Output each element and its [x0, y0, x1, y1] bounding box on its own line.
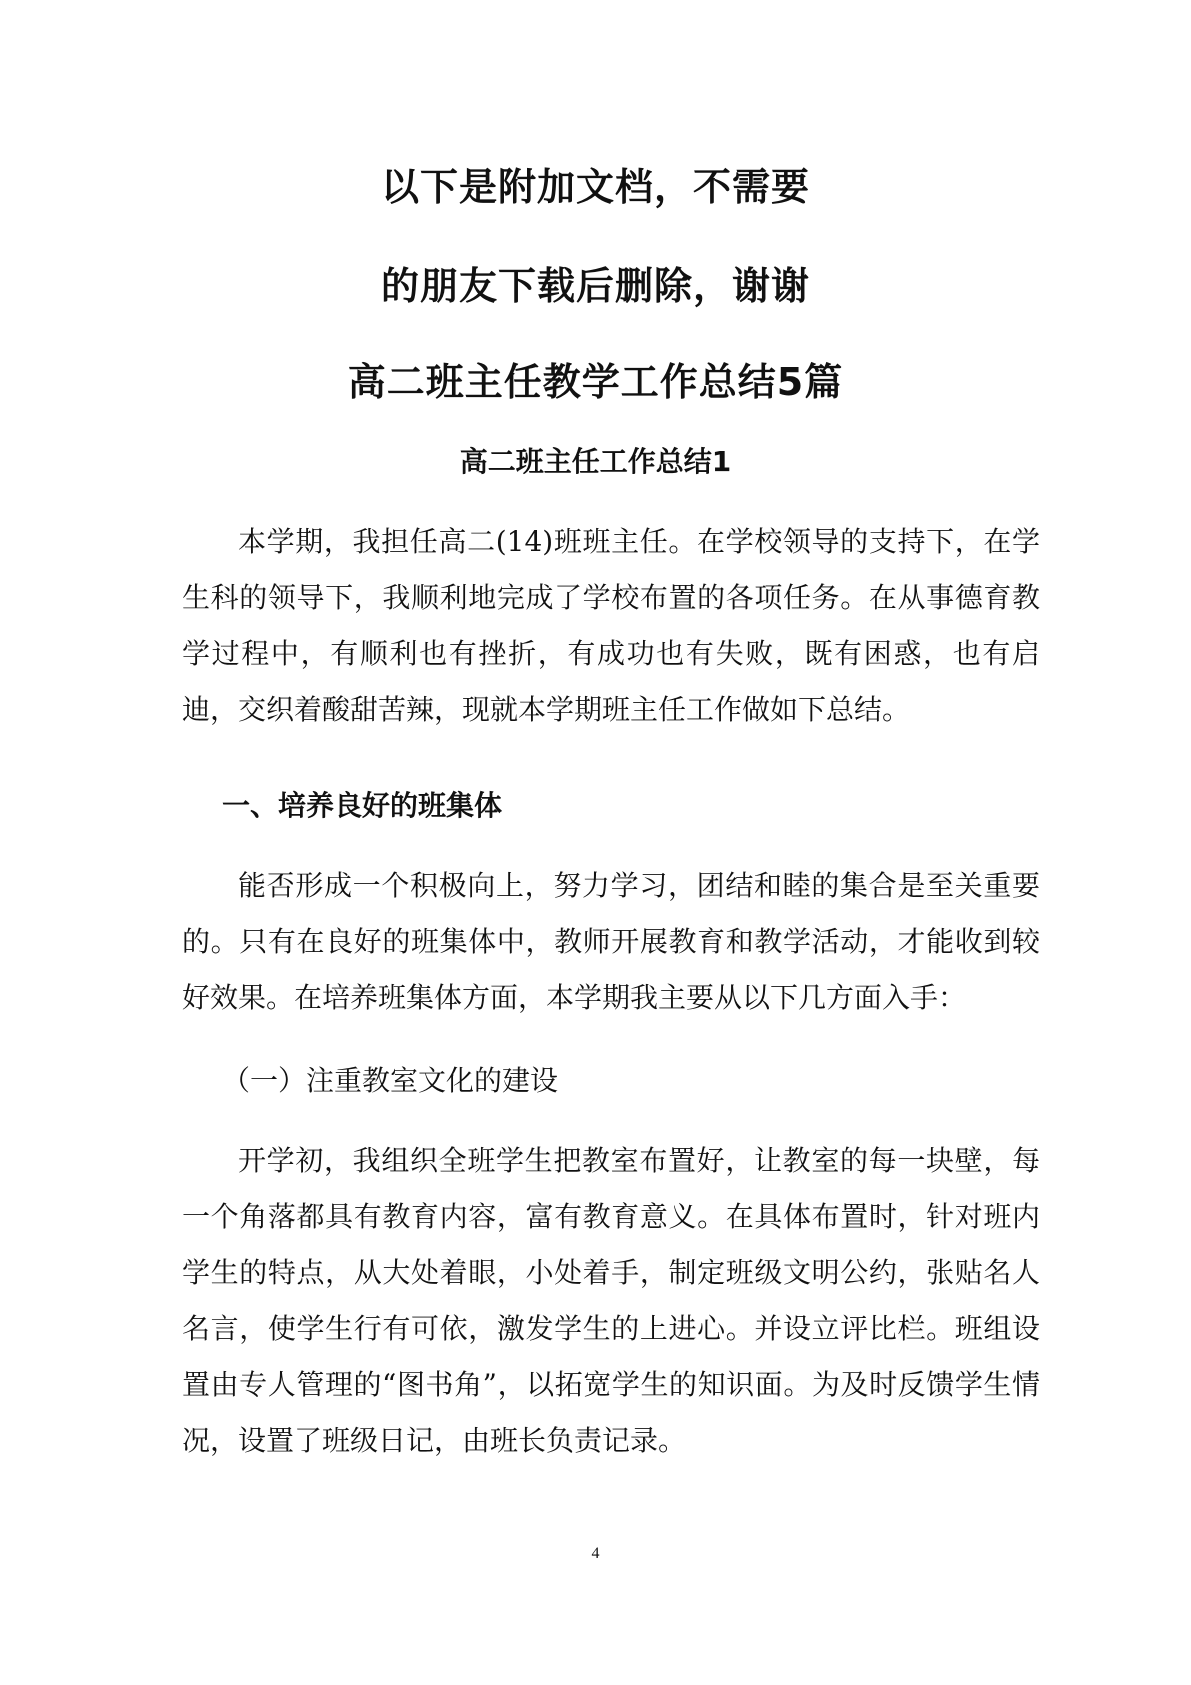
document-subtitle: 高二班主任工作总结1 [459, 445, 732, 478]
section-heading-1: 一、培养良好的班集体 [222, 789, 503, 822]
notice-line-2: 的朋友下载后删除，谢谢 [380, 264, 810, 308]
document-title: 高二班主任教学工作总结5篇 [347, 360, 844, 404]
section-1-paragraph: 能否形成一个积极向上，努力学习，团结和睦的集合是至关重要的。只有在良好的班集体中，教师开展教育和教学活动，才能收到较好效果。在培养班集体方面，本学期我主要从以下几方面入手： [182, 869, 1040, 1014]
intro-paragraph: 本学期，我担任高二(14)班班主任。在学校领导的支持下，在学生科的领导下，我顺利地完成了学校布置的各项任务。在从事德育教学过程中，有顺利也有挫折，有成功也有失败，既有困惑，也有启迪，交织着酸甜苦辣，现就本学期班主任工作做如下总结。 [182, 525, 1040, 726]
subsection-1-paragraph: 开学初，我组织全班学生把教室布置好，让教室的每一块壁，每一个角落都具有教育内容，富有教育意义。在具体布置时，针对班内学生的特点，从大处着眼，小处着手，制定班级文明公约，张贴名人名言，使学生行有可依，激发学生的上进心。并设立评比栏。班组设置由专人管理的“图书角”，以拓宽学生的知识面。为及时反馈学生情况，设置了班级日记，由班长负责记录。 [182, 1144, 1040, 1457]
subsection-heading-1: （一）注重教室文化的建设 [222, 1064, 559, 1097]
page-number: 4 [591, 1545, 600, 1562]
notice-line-1: 以下是附加文档，不需要 [380, 165, 810, 209]
